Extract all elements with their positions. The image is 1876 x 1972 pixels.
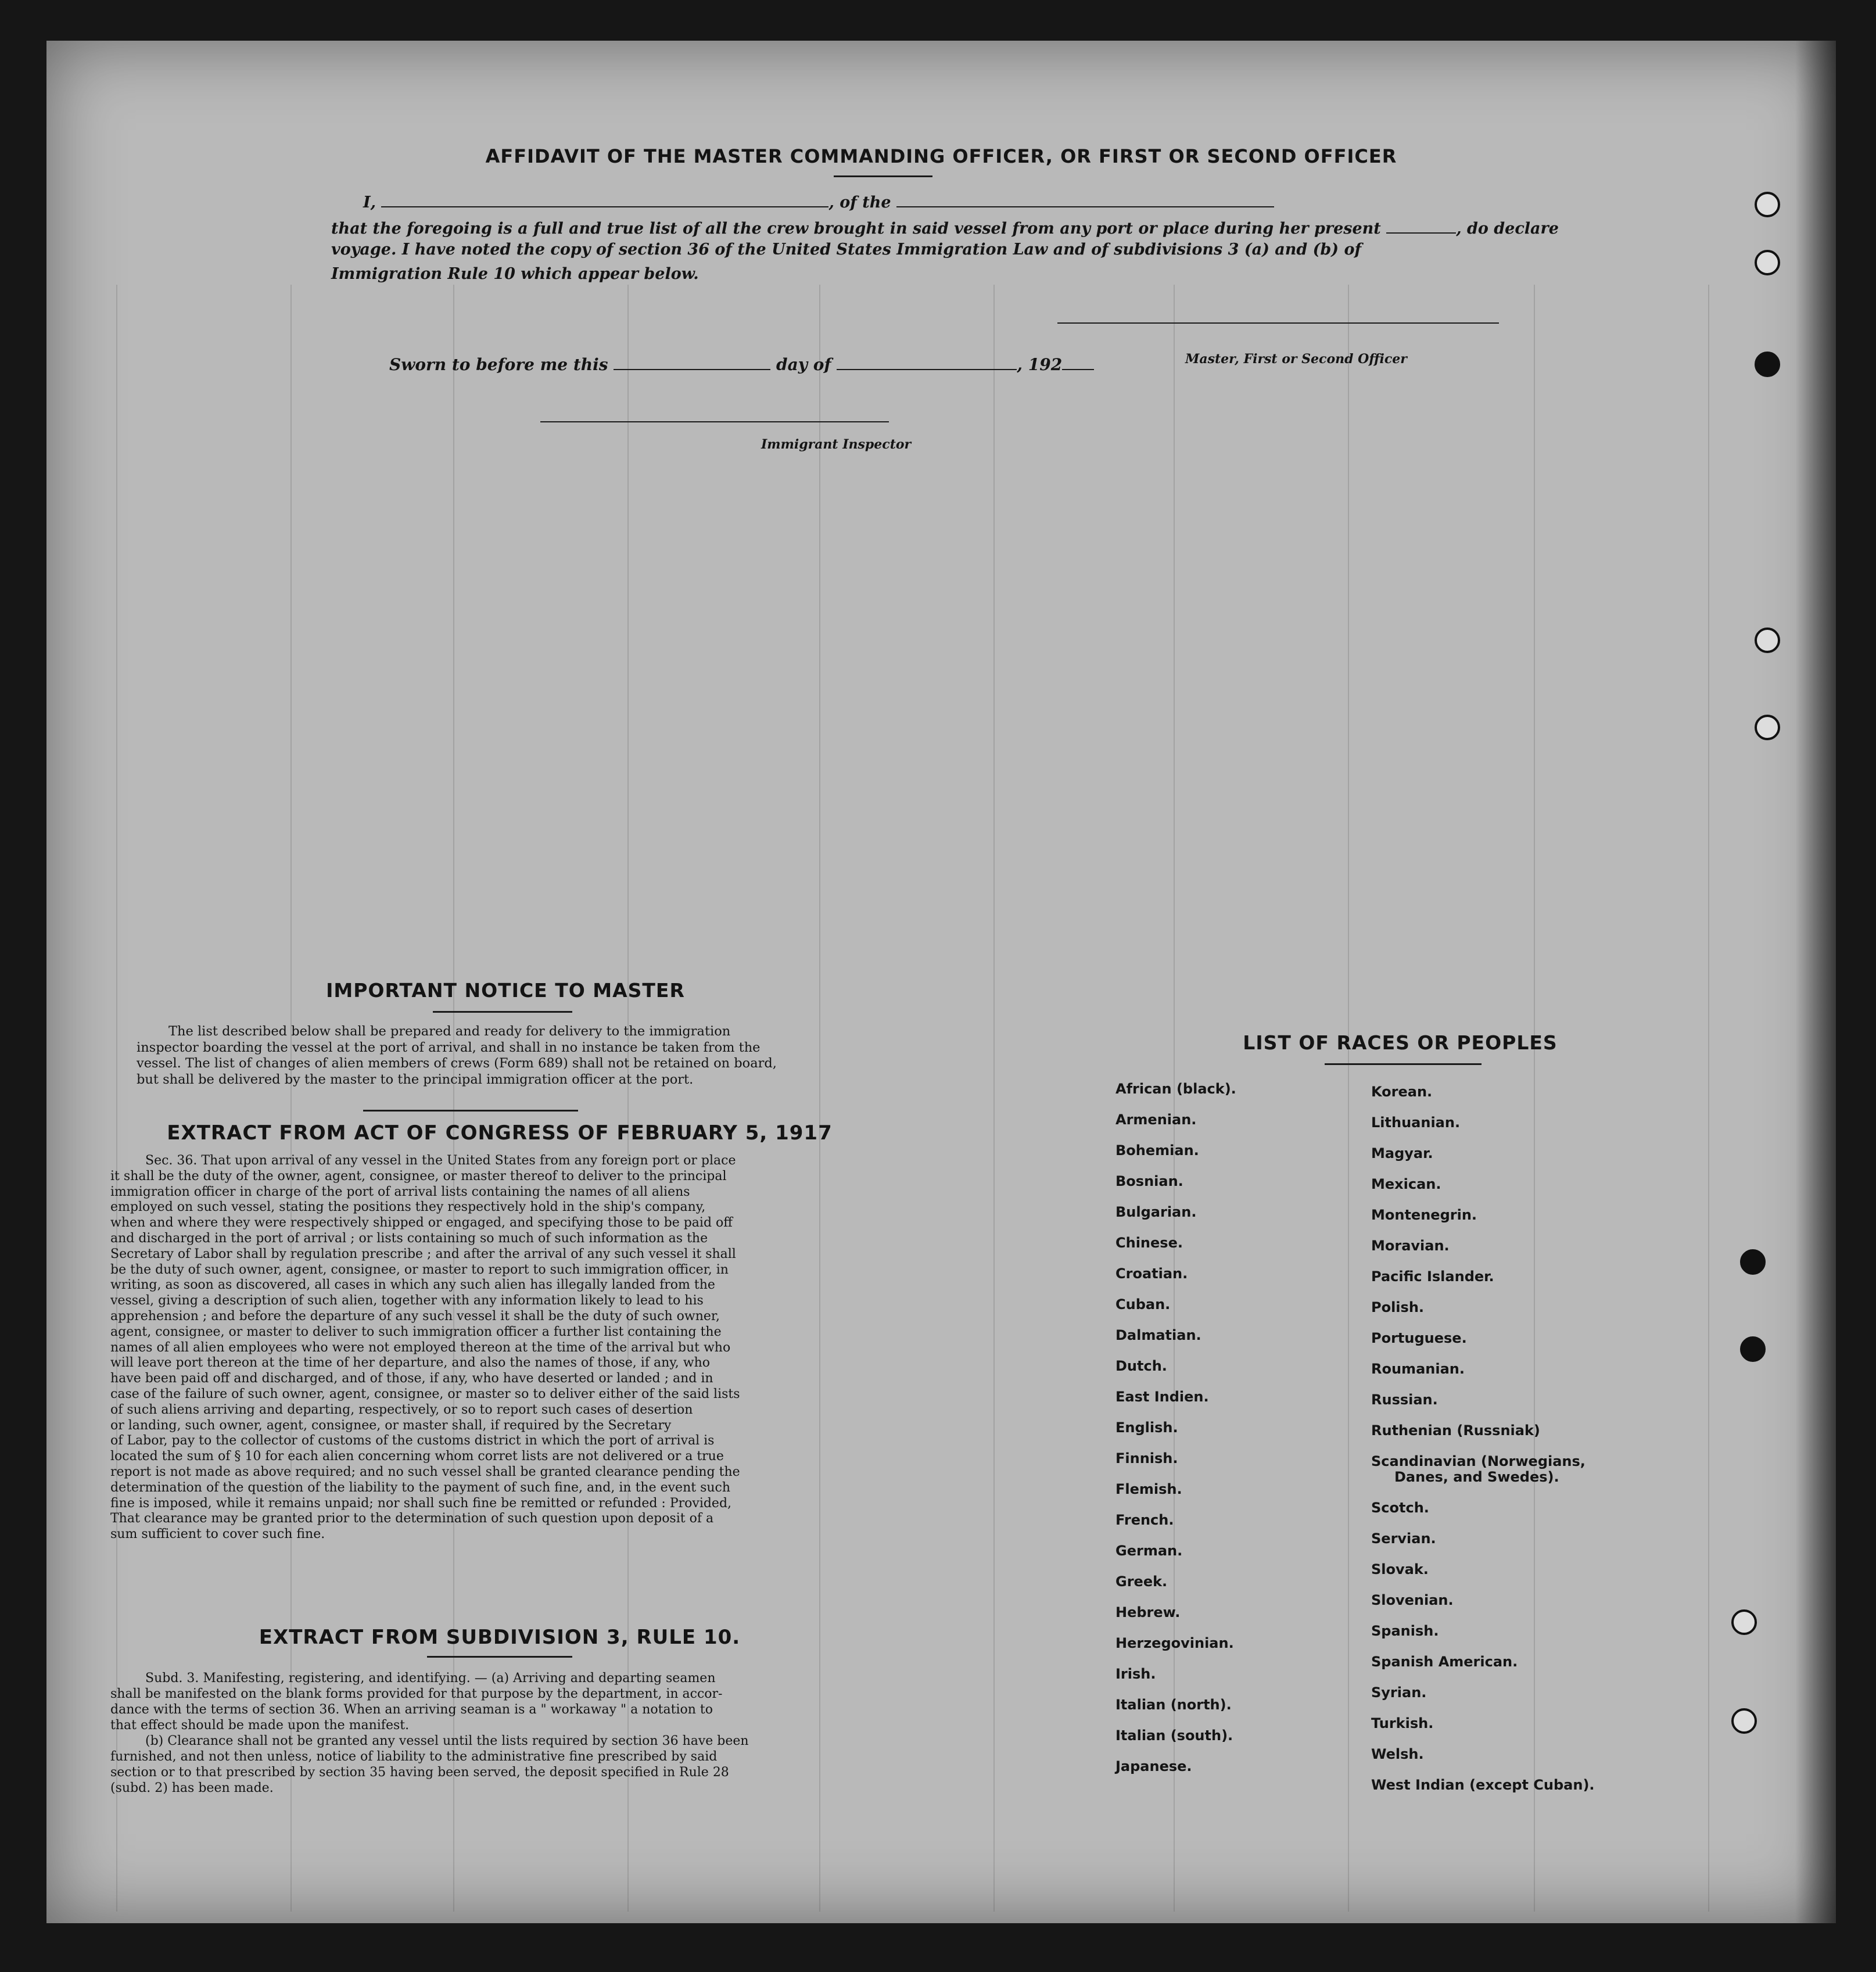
act-line: when and where they were respectively shipped or engaged, and specifying those to be paid off	[110, 1216, 733, 1231]
ghost-column-line	[1348, 285, 1349, 1912]
master-signature-label: Master, First or Second Officer	[1185, 352, 1407, 367]
notice-line: but shall be delivered by the master to the principal immigration officer at the port.	[137, 1071, 694, 1087]
notice-title: IMPORTANT NOTICE TO MASTER	[326, 979, 685, 1002]
act-line: of Labor, pay to the collector of customs of the customs district in which the port of arrival is	[110, 1433, 715, 1448]
rule-line: (subd. 2) has been made.	[110, 1781, 274, 1795]
notice-line: The list described below shall be prepared and ready for delivery to the immigration	[168, 1024, 731, 1039]
month-blank[interactable]	[837, 352, 1017, 370]
act-line: Sec. 36. That upon arrival of any vessel in the United States from any foreign port or place	[145, 1153, 736, 1168]
race-item: Irish.	[1115, 1666, 1156, 1682]
extract-act-text	[110, 1153, 866, 1543]
race-item: Montenegrin.	[1371, 1207, 1477, 1223]
race-item: Bulgarian.	[1115, 1204, 1197, 1220]
act-line: and discharged in the port of arrival ; or lists containing so much of such information as the	[110, 1231, 708, 1246]
rule-line: furnished, and not then unless, notice of liability to the administrative fine prescribed by said	[110, 1749, 718, 1764]
notice-line: inspector boarding the vessel at the port of arrival, and shall in no instance be taken from the	[137, 1039, 761, 1055]
race-item: Servian.	[1371, 1530, 1436, 1547]
act-line: report is not made as above required; and no such vessel shall be granted clearance pending the	[110, 1464, 740, 1479]
race-item: Turkish.	[1371, 1715, 1434, 1731]
act-line: it shall be the duty of the owner, agent, consignee, or master thereof to deliver to the principal	[110, 1168, 727, 1184]
act-line: determination of the question of the liability to the payment of such fine, and, in the event such	[110, 1480, 731, 1495]
race-item: Ruthenian (Russniak)	[1371, 1422, 1540, 1439]
race-item: Welsh.	[1371, 1746, 1424, 1762]
act-line: apprehension ; and before the departure of any such vessel it shall be the duty of such owner,	[110, 1308, 720, 1324]
binder-hole	[1755, 628, 1780, 653]
rule-line: that effect should be made upon the manifest.	[110, 1718, 410, 1733]
races-title: LIST OF RACES OR PEOPLES	[1243, 1031, 1558, 1054]
race-item: Bohemian.	[1115, 1142, 1199, 1159]
affidavit-line-1	[363, 189, 1641, 211]
binder-hole	[1731, 1708, 1757, 1734]
act-line: writing, as soon as discovered, all cases in which any such alien has illegally landed from the	[110, 1278, 715, 1293]
sworn-label: Sworn to before me this	[389, 355, 608, 374]
races-right-column	[1371, 1084, 1595, 1808]
page-edge-shadow	[1795, 41, 1836, 1923]
race-item: German.	[1115, 1543, 1183, 1559]
race-item: Cuban.	[1115, 1296, 1171, 1313]
race-item: Dutch.	[1115, 1358, 1167, 1374]
act-line: That clearance may be granted prior to the determination of such question upon deposit of a	[110, 1511, 714, 1526]
notice-bottom-rule	[363, 1110, 578, 1112]
ghost-column-line	[290, 285, 292, 1912]
binder-hole	[1731, 1609, 1757, 1635]
binder-hole	[1740, 1336, 1766, 1362]
race-item: Russian.	[1371, 1392, 1438, 1408]
ghost-column-line	[627, 285, 629, 1912]
year-label: , 192	[1017, 355, 1063, 374]
year-blank[interactable]	[1062, 352, 1094, 370]
rule-line: shall be manifested on the blank forms provided for that purpose by the department, in accor-	[110, 1687, 723, 1701]
title-underline	[834, 175, 932, 177]
ghost-column-line	[453, 285, 454, 1912]
race-item: Greek.	[1115, 1573, 1168, 1590]
i-label: I,	[363, 193, 376, 211]
race-item: Bosnian.	[1115, 1173, 1183, 1189]
name-blank[interactable]	[381, 189, 828, 207]
ghost-column-line	[819, 285, 820, 1912]
race-item: Pacific Islander.	[1371, 1268, 1494, 1285]
race-item: Polish.	[1371, 1299, 1425, 1315]
act-line: fine is imposed, while it remains unpaid; nor shall such fine be remitted or refunded : Provided,	[110, 1496, 732, 1511]
notice-underline	[433, 1011, 572, 1013]
race-item: Dalmatian.	[1115, 1327, 1201, 1343]
binder-hole	[1755, 250, 1780, 275]
act-line: or landing, such owner, agent, consignee, or master shall, if required by the Secretary	[110, 1418, 672, 1433]
race-item: Scotch.	[1371, 1500, 1429, 1516]
affidavit-title: AFFIDAVIT OF THE MASTER COMMANDING OFFICER, OR FIRST OR SECOND OFFICER	[485, 145, 1397, 167]
race-item: Spanish.	[1371, 1623, 1439, 1639]
race-item: Chinese.	[1115, 1235, 1183, 1251]
race-item: Syrian.	[1371, 1684, 1427, 1701]
race-item: Korean.	[1371, 1084, 1433, 1100]
of-the-label: , of the	[828, 193, 891, 211]
race-item: West Indian (except Cuban).	[1371, 1777, 1595, 1793]
act-line: vessel, giving a description of such alien, together with any information likely to lead to his	[110, 1293, 704, 1308]
race-item: Lithuanian.	[1371, 1114, 1461, 1131]
extract-act-title: EXTRACT FROM ACT OF CONGRESS OF FEBRUARY 5, 1917	[167, 1121, 833, 1145]
act-line: will leave port thereon at the time of her departure, and also the names of those, if any, who	[110, 1356, 710, 1371]
act-line: sum sufficient to cover such fine.	[110, 1527, 325, 1542]
race-item: Mexican.	[1371, 1176, 1441, 1192]
act-line: immigration officer in charge of the port of arrival lists containing the names of all aliens	[110, 1184, 690, 1199]
extract-rule-title: EXTRACT FROM SUBDIVISION 3, RULE 10.	[259, 1626, 741, 1649]
binder-hole	[1755, 715, 1780, 740]
race-item: Magyar.	[1371, 1145, 1433, 1161]
race-item: Armenian.	[1115, 1112, 1197, 1128]
rule-line: section or to that prescribed by section 35 having been served, the deposit specified in Rule 28	[110, 1765, 729, 1780]
do-declare-label: , do declare	[1456, 220, 1559, 238]
act-line: of such aliens arriving and departing, respectively, or so to report such cases of desertion	[110, 1402, 693, 1417]
race-item: Moravian.	[1371, 1238, 1450, 1254]
race-item: Spanish American.	[1371, 1654, 1518, 1670]
race-item: Italian (north).	[1115, 1697, 1232, 1713]
binder-hole	[1740, 1249, 1766, 1275]
race-item: English.	[1115, 1419, 1178, 1436]
binder-hole	[1755, 192, 1780, 217]
race-item: Scandinavian (Norwegians,	[1371, 1453, 1586, 1469]
rule-line: Subd. 3. Manifesting, registering, and identifying. — (a) Arriving and departing seamen	[145, 1671, 716, 1686]
ghost-column-line	[993, 285, 995, 1912]
binder-hole	[1755, 352, 1780, 377]
race-item: French.	[1115, 1512, 1174, 1528]
port-blank[interactable]	[1386, 215, 1456, 234]
races-underline	[1325, 1063, 1482, 1065]
act-line: Secretary of Labor shall by regulation prescribe ; and after the arrival of any such vessel it shall	[110, 1246, 736, 1261]
act-line: located the sum of § 10 for each alien concerning whom corret lists are not delivered or a true	[110, 1449, 724, 1464]
document-page	[46, 41, 1836, 1923]
affidavit-line-4: Immigration Rule 10 which appear below.	[331, 265, 699, 283]
race-item: Croatian.	[1115, 1265, 1188, 1282]
race-item: Hebrew.	[1115, 1604, 1181, 1620]
rule-title-underline	[427, 1656, 572, 1658]
extract-rule-text	[110, 1670, 866, 1796]
race-item: Herzegovinian.	[1115, 1635, 1234, 1651]
race-item: Finnish.	[1115, 1450, 1178, 1467]
day-of-label: day of	[776, 355, 831, 374]
affidavit-line-2	[331, 215, 1559, 238]
rule-line: (b) Clearance shall not be granted any vessel until the lists required by section 36 have been	[145, 1734, 749, 1748]
races-left-column	[1115, 1081, 1236, 1789]
affidavit-line-3: voyage. I have noted the copy of section 36 of the United States Immigration Law and of subdivisions 3 (a) and (b) of	[331, 241, 1362, 259]
act-line: be the duty of such owner, agent, consignee, or master to report to such immigration officer, in	[110, 1262, 729, 1277]
race-item: Slovak.	[1371, 1561, 1429, 1577]
inspector-signature-label: Immigrant Inspector	[761, 437, 912, 452]
vessel-blank[interactable]	[896, 189, 1274, 207]
act-line: agent, consignee, or master to deliver to such immigration officer a further list containing the	[110, 1324, 722, 1339]
race-item: Japanese.	[1115, 1758, 1192, 1774]
race-item: Slovenian.	[1371, 1592, 1454, 1608]
race-item: Danes, and Swedes).	[1394, 1469, 1559, 1485]
rule-line: dance with the terms of section 36. When an arriving seaman is a " workaway " a notation to	[110, 1702, 713, 1717]
sworn-line	[389, 352, 1094, 374]
day-blank[interactable]	[614, 352, 770, 370]
race-item: East Indien.	[1115, 1389, 1209, 1405]
ghost-column-line	[116, 285, 117, 1912]
master-signature-line[interactable]	[1057, 322, 1499, 324]
notice-text	[137, 1024, 857, 1088]
inspector-signature-line[interactable]	[540, 421, 889, 422]
ghost-column-line	[1708, 285, 1709, 1912]
race-item: Flemish.	[1115, 1481, 1182, 1497]
act-line: case of the failure of such owner, agent, consignee, or master so to deliver either of the said lists	[110, 1386, 740, 1401]
act-line: have been paid off and discharged, and of those, if any, who have deserted or landed ; and in	[110, 1371, 713, 1386]
act-line: names of all alien employees who were not employed thereon at the time of the arrival but who	[110, 1340, 731, 1355]
race-item: Italian (south).	[1115, 1727, 1233, 1744]
race-item: African (black).	[1115, 1081, 1236, 1097]
notice-line: vessel. The list of changes of alien members of crews (Form 689) shall not be retained on board,	[137, 1056, 777, 1071]
race-item: Roumanian.	[1371, 1361, 1465, 1377]
act-line: employed on such vessel, stating the positions they respectively hold in the ship's company,	[110, 1200, 706, 1215]
race-item: Portuguese.	[1371, 1330, 1467, 1346]
affidavit-line-2-text: that the foregoing is a full and true list of all the crew brought in said vessel from any port or place during her present	[331, 220, 1381, 238]
